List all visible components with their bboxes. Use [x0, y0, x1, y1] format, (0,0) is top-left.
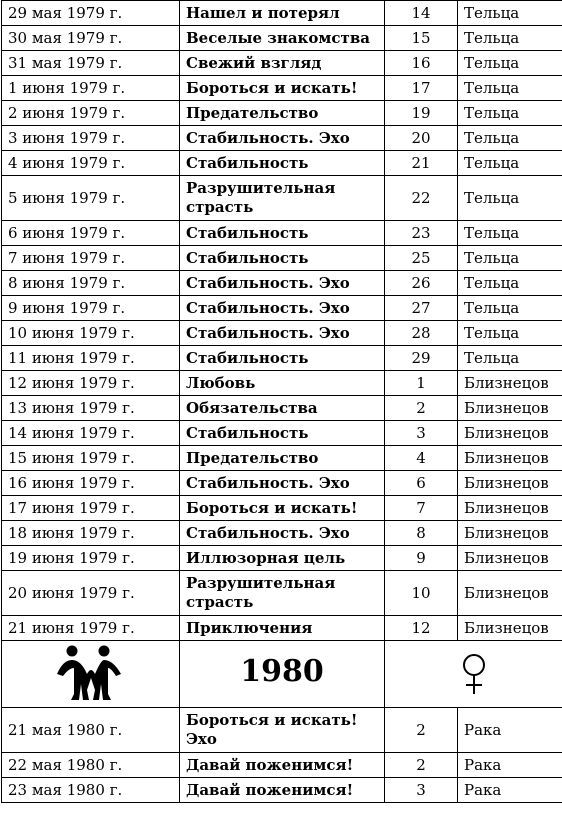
number-cell: 2	[385, 708, 458, 753]
title-cell: Нашел и потерял	[180, 1, 385, 26]
title-cell: Предательство	[180, 446, 385, 471]
table-row	[2, 271, 562, 296]
table-row	[2, 521, 562, 546]
rows-1979	[2, 1, 562, 641]
number-cell: 9	[385, 546, 458, 571]
table-row	[2, 471, 562, 496]
title-cell: Стабильность. Эхо	[180, 521, 385, 546]
number-cell: 2	[385, 753, 458, 778]
title-cell: Стабильность	[180, 221, 385, 246]
date-cell: 9 июня 1979 г.	[2, 296, 180, 321]
title-cell: Стабильность. Эхо	[180, 321, 385, 346]
table-row	[2, 371, 562, 396]
table-row	[2, 221, 562, 246]
venus-symbol-icon	[459, 652, 489, 696]
sign-cell: Рака	[458, 753, 562, 778]
table-row	[2, 176, 562, 221]
date-cell: 2 июня 1979 г.	[2, 101, 180, 126]
date-cell: 4 июня 1979 г.	[2, 151, 180, 176]
date-cell: 31 мая 1979 г.	[2, 51, 180, 76]
date-cell: 30 мая 1979 г.	[2, 26, 180, 51]
date-cell: 18 июня 1979 г.	[2, 521, 180, 546]
date-cell: 21 мая 1980 г.	[2, 708, 180, 753]
sign-cell: Тельца	[458, 246, 562, 271]
year-label: 1980	[240, 654, 324, 689]
title-cell: Разрушительная страсть	[180, 176, 385, 221]
sign-cell: Тельца	[458, 221, 562, 246]
title-cell: Любовь	[180, 371, 385, 396]
number-cell: 3	[385, 778, 458, 803]
sign-cell: Рака	[458, 778, 562, 803]
sign-cell: Близнецов	[458, 571, 562, 616]
sign-cell: Тельца	[458, 151, 562, 176]
title-cell: Давай поженимся!	[180, 778, 385, 803]
number-cell: 12	[385, 616, 458, 641]
title-cell: Стабильность. Эхо	[180, 126, 385, 151]
date-cell: 14 июня 1979 г.	[2, 421, 180, 446]
sign-cell: Близнецов	[458, 421, 562, 446]
table-row	[2, 346, 562, 371]
number-cell: 15	[385, 26, 458, 51]
date-cell: 15 июня 1979 г.	[2, 446, 180, 471]
sign-cell: Близнецов	[458, 396, 562, 421]
title-cell: Стабильность. Эхо	[180, 296, 385, 321]
title-cell: Веселые знакомства	[180, 26, 385, 51]
date-cell: 20 июня 1979 г.	[2, 571, 180, 616]
table-row	[2, 26, 562, 51]
number-cell: 23	[385, 221, 458, 246]
table-row	[2, 126, 562, 151]
date-cell: 10 июня 1979 г.	[2, 321, 180, 346]
date-cell: 13 июня 1979 г.	[2, 396, 180, 421]
date-cell: 16 июня 1979 г.	[2, 471, 180, 496]
gemini-figures-icon	[53, 644, 129, 704]
table-row	[2, 616, 562, 641]
date-cell: 6 июня 1979 г.	[2, 221, 180, 246]
date-cell: 3 июня 1979 г.	[2, 126, 180, 151]
sign-cell: Близнецов	[458, 496, 562, 521]
sign-cell: Тельца	[458, 26, 562, 51]
year-cell	[180, 641, 385, 708]
sign-cell: Тельца	[458, 346, 562, 371]
date-cell: 17 июня 1979 г.	[2, 496, 180, 521]
title-cell: Бороться и искать!	[180, 496, 385, 521]
number-cell: 2	[385, 396, 458, 421]
date-cell: 1 июня 1979 г.	[2, 76, 180, 101]
title-cell: Бороться и искать!	[180, 76, 385, 101]
table-row	[2, 496, 562, 521]
number-cell: 8	[385, 521, 458, 546]
title-cell: Приключения	[180, 616, 385, 641]
number-cell: 7	[385, 496, 458, 521]
date-cell: 7 июня 1979 г.	[2, 246, 180, 271]
year-separator-row	[2, 641, 562, 708]
table-row	[2, 753, 562, 778]
number-cell: 26	[385, 271, 458, 296]
date-cell: 23 мая 1980 г.	[2, 778, 180, 803]
title-cell: Иллюзорная цель	[180, 546, 385, 571]
title-cell: Свежий взгляд	[180, 51, 385, 76]
table-row	[2, 708, 562, 753]
sign-cell: Рака	[458, 708, 562, 753]
number-cell: 25	[385, 246, 458, 271]
table-row	[2, 246, 562, 271]
table-row	[2, 321, 562, 346]
date-cell: 29 мая 1979 г.	[2, 1, 180, 26]
title-cell: Предательство	[180, 101, 385, 126]
title-cell: Разрушительная страсть	[180, 571, 385, 616]
title-cell: Стабильность	[180, 346, 385, 371]
sign-cell: Тельца	[458, 321, 562, 346]
title-cell: Стабильность	[180, 246, 385, 271]
sign-cell: Близнецов	[458, 521, 562, 546]
date-cell: 5 июня 1979 г.	[2, 176, 180, 221]
sign-cell: Тельца	[458, 176, 562, 221]
table-row	[2, 546, 562, 571]
sign-cell: Тельца	[458, 76, 562, 101]
date-cell: 11 июня 1979 г.	[2, 346, 180, 371]
number-cell: 28	[385, 321, 458, 346]
date-cell: 22 мая 1980 г.	[2, 753, 180, 778]
number-cell: 22	[385, 176, 458, 221]
title-cell: Стабильность. Эхо	[180, 271, 385, 296]
table-row	[2, 296, 562, 321]
number-cell: 1	[385, 371, 458, 396]
number-cell: 21	[385, 151, 458, 176]
number-cell: 17	[385, 76, 458, 101]
number-cell: 6	[385, 471, 458, 496]
sign-cell: Тельца	[458, 1, 562, 26]
sign-cell: Тельца	[458, 101, 562, 126]
title-cell: Давай поженимся!	[180, 753, 385, 778]
sign-cell: Близнецов	[458, 371, 562, 396]
sign-cell: Близнецов	[458, 446, 562, 471]
title-cell: Стабильность	[180, 421, 385, 446]
table-row	[2, 421, 562, 446]
table-row	[2, 51, 562, 76]
table-row	[2, 1, 562, 26]
table-row	[2, 76, 562, 101]
sign-cell: Близнецов	[458, 471, 562, 496]
number-cell: 16	[385, 51, 458, 76]
table-row	[2, 396, 562, 421]
sign-cell: Близнецов	[458, 616, 562, 641]
title-cell: Обязательства	[180, 396, 385, 421]
title-cell: Бороться и искать! Эхо	[180, 708, 385, 753]
venus-cell	[385, 641, 562, 708]
gemini-cell	[2, 641, 180, 708]
number-cell: 10	[385, 571, 458, 616]
title-cell: Стабильность	[180, 151, 385, 176]
table-row	[2, 571, 562, 616]
number-cell: 4	[385, 446, 458, 471]
table-row	[2, 151, 562, 176]
rows-1980	[2, 708, 562, 803]
date-cell: 12 июня 1979 г.	[2, 371, 180, 396]
title-cell: Стабильность. Эхо	[180, 471, 385, 496]
sign-cell: Тельца	[458, 296, 562, 321]
table-row	[2, 101, 562, 126]
number-cell: 19	[385, 101, 458, 126]
date-cell: 21 июня 1979 г.	[2, 616, 180, 641]
date-cell: 8 июня 1979 г.	[2, 271, 180, 296]
table-row	[2, 446, 562, 471]
sign-cell: Тельца	[458, 271, 562, 296]
number-cell: 14	[385, 1, 458, 26]
number-cell: 29	[385, 346, 458, 371]
calendar-table	[1, 0, 562, 803]
sign-cell: Тельца	[458, 126, 562, 151]
date-cell: 19 июня 1979 г.	[2, 546, 180, 571]
sign-cell: Близнецов	[458, 546, 562, 571]
number-cell: 20	[385, 126, 458, 151]
sign-cell: Тельца	[458, 51, 562, 76]
number-cell: 27	[385, 296, 458, 321]
number-cell: 3	[385, 421, 458, 446]
year-separator	[2, 641, 562, 708]
table-row	[2, 778, 562, 803]
